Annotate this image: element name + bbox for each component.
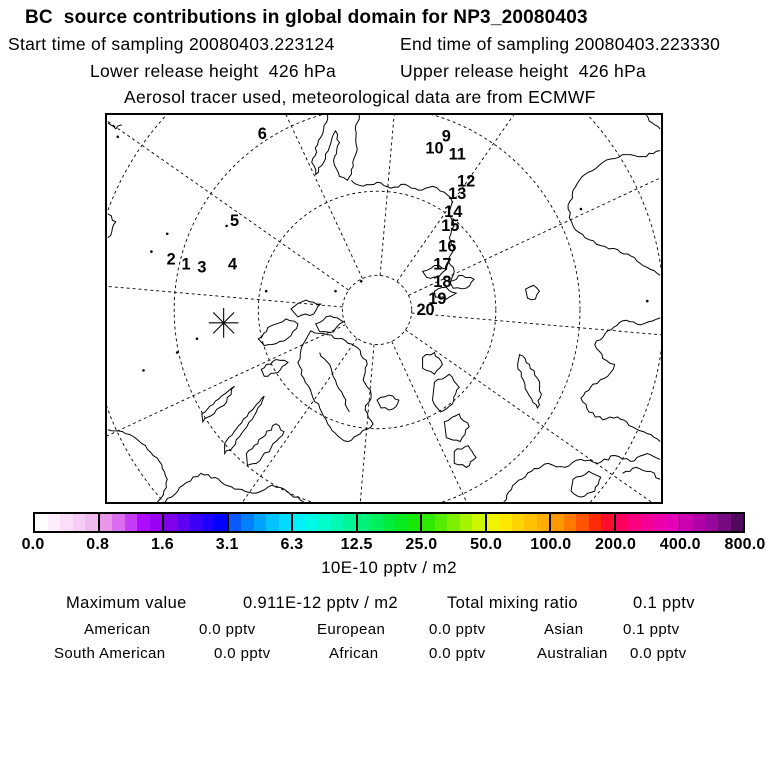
region-american-value: 0.0 pptv <box>199 621 256 638</box>
colorbar-tick-label: 6.3 <box>280 536 304 553</box>
coastline <box>518 355 542 408</box>
region-australian-label: Australian <box>537 645 608 662</box>
colorbar-cell <box>241 514 254 531</box>
colorbar-ticks <box>0 536 768 556</box>
coastline <box>444 414 469 442</box>
coastline <box>646 115 660 129</box>
region-asian-value: 0.1 pptv <box>623 621 680 638</box>
coastline <box>423 353 443 375</box>
colorbar-tick-label: 12.5 <box>340 536 373 553</box>
island-speck <box>360 280 363 283</box>
colorbar-segment <box>551 514 616 531</box>
graticule-meridian <box>336 344 374 502</box>
coastline <box>568 151 660 276</box>
region-african-value: 0.0 pptv <box>429 645 486 662</box>
trajectory-point-label: 4 <box>228 255 238 274</box>
colorbar-unit-label: 10E-10 pptv / m2 <box>321 558 457 577</box>
region-asian-label: Asian <box>544 621 584 638</box>
colorbar-cell <box>628 514 641 531</box>
colorbar-cell <box>150 514 163 531</box>
trajectory-point-label: 9 <box>441 127 451 146</box>
region-south-american-value: 0.0 pptv <box>214 645 271 662</box>
island-speck <box>116 135 119 138</box>
island-speck <box>176 351 179 354</box>
lower-release-text: Lower release height 426 hPa <box>90 61 337 81</box>
colorbar-cell <box>214 514 227 531</box>
coastline <box>320 353 350 412</box>
trajectory-point-label: 3 <box>197 258 207 277</box>
colorbar-cell <box>266 514 279 531</box>
colorbar-cell <box>331 514 344 531</box>
colorbar-segment <box>164 514 229 531</box>
colorbar-cell <box>383 514 396 531</box>
colorbar-cell <box>460 514 473 531</box>
trajectory-point-label: 12 <box>457 172 476 191</box>
coastline <box>449 275 474 288</box>
island-speck <box>265 290 268 293</box>
colorbar-cell <box>100 514 113 531</box>
graticule-meridian <box>380 115 418 275</box>
island-speck <box>646 300 649 303</box>
colorbar-cell <box>189 514 202 531</box>
colorbar-cell <box>524 514 537 531</box>
colorbar-segment <box>616 514 681 531</box>
colorbar-cell <box>447 514 460 531</box>
region-european-label: European <box>317 621 386 638</box>
colorbar-cell <box>254 514 267 531</box>
colorbar-cell <box>408 514 421 531</box>
trajectory-point-label: 20 <box>416 300 435 319</box>
trajectory-point-label: 15 <box>441 216 460 235</box>
trajectory-point-label: 17 <box>433 255 452 274</box>
coastline <box>108 430 167 502</box>
coastline <box>246 424 284 466</box>
end-time-text: End time of sampling 20080403.223330 <box>400 34 721 54</box>
colorbar-cell <box>35 514 48 531</box>
coastline <box>316 316 344 333</box>
colorbar-cell <box>125 514 138 531</box>
colorbar-tick-label: 1.6 <box>151 536 174 553</box>
trajectory-point-label: 2 <box>166 250 176 269</box>
graticule-parallel <box>107 115 661 502</box>
upper-release-text: Upper release height 426 hPa <box>400 61 647 81</box>
tracer-info-text: Aerosol tracer used, meteorological data are from ECMWF <box>124 87 596 107</box>
colorbar-cell <box>202 514 215 531</box>
colorbar-cell <box>318 514 331 531</box>
total-mixing-ratio-label: Total mixing ratio <box>447 594 578 612</box>
plot-title: BC source contributions in global domain for NP3_20080403 <box>25 7 588 28</box>
colorbar-tick-label: 400.0 <box>659 536 701 553</box>
trajectory-point-label: 6 <box>257 124 267 143</box>
trajectory-point-label: 1 <box>181 255 191 274</box>
colorbar-cell <box>616 514 629 531</box>
colorbar-segment <box>680 514 743 531</box>
colorbar-cell <box>537 514 550 531</box>
colorbar-cell <box>435 514 448 531</box>
trajectory-point-label: 14 <box>444 202 463 221</box>
trajectory-point-label: 16 <box>438 237 457 256</box>
max-value-value: 0.911E-12 pptv / m2 <box>243 594 398 612</box>
graticule-meridian <box>176 115 362 279</box>
colorbar-cell <box>499 514 512 531</box>
coastline <box>454 446 476 468</box>
colorbar-tick-label: 0.0 <box>21 536 45 553</box>
trajectory-point-label: 11 <box>448 145 466 164</box>
colorbar-cell <box>551 514 564 531</box>
island-speck <box>225 225 228 228</box>
colorbar-cell <box>85 514 98 531</box>
coastline <box>202 386 235 422</box>
island-speck <box>142 369 145 372</box>
colorbar-segment <box>422 514 487 531</box>
colorbar-tick-label: 800.0 <box>724 536 766 553</box>
coastline <box>108 214 116 238</box>
island-speck <box>150 250 153 253</box>
coastline <box>526 285 540 300</box>
colorbar-cell <box>422 514 435 531</box>
colorbar-segment <box>358 514 423 531</box>
colorbar-cell <box>370 514 383 531</box>
colorbar-cell <box>487 514 500 531</box>
colorbar-tick-label: 200.0 <box>595 536 637 553</box>
trajectory-point-label: 13 <box>448 185 467 204</box>
colorbar-cell <box>112 514 125 531</box>
region-australian-value: 0.0 pptv <box>630 645 687 662</box>
island-speck <box>166 232 169 235</box>
colorbar-cell <box>358 514 371 531</box>
coastline <box>225 396 265 453</box>
graticule-meridian <box>405 330 661 502</box>
colorbar-cell <box>137 514 150 531</box>
colorbar-tick-label: 3.1 <box>215 536 239 553</box>
colorbar-cell <box>693 514 706 531</box>
coastline <box>571 471 601 497</box>
colorbar-cell <box>564 514 577 531</box>
coastline <box>623 467 661 479</box>
trajectory-point-label: 10 <box>425 139 444 158</box>
colorbar-segment <box>35 514 100 531</box>
colorbar <box>33 512 745 533</box>
coastline <box>261 359 288 376</box>
colorbar-cell <box>589 514 602 531</box>
coastline <box>504 454 660 502</box>
trajectory-point-label: 19 <box>428 290 447 309</box>
colorbar-cell <box>279 514 292 531</box>
colorbar-cell <box>706 514 719 531</box>
coastline <box>581 318 660 442</box>
region-american-label: American <box>84 621 151 638</box>
coastline <box>298 331 373 442</box>
coastline <box>291 300 321 317</box>
graticule-meridian <box>392 341 578 502</box>
coastline <box>312 115 360 180</box>
graticule-meridian <box>412 313 661 351</box>
colorbar-cell <box>576 514 589 531</box>
graticule-parallel <box>342 275 411 344</box>
colorbar-cell <box>164 514 177 531</box>
colorbar-cell <box>229 514 242 531</box>
coastline <box>377 395 399 410</box>
colorbar-tick-label: 0.8 <box>86 536 110 553</box>
island-speck <box>196 337 199 340</box>
map-svg <box>107 115 661 502</box>
colorbar-segment <box>487 514 552 531</box>
coastline <box>258 319 298 346</box>
colorbar-cell <box>48 514 61 531</box>
colorbar-cell <box>653 514 666 531</box>
max-value-label: Maximum value <box>66 594 187 612</box>
colorbar-cell <box>731 514 744 531</box>
colorbar-cell <box>306 514 319 531</box>
map-panel <box>105 113 663 504</box>
colorbar-cell <box>680 514 693 531</box>
colorbar-cell <box>472 514 485 531</box>
colorbar-cell <box>512 514 525 531</box>
colorbar-cell <box>73 514 86 531</box>
colorbar-cell <box>293 514 306 531</box>
colorbar-cell <box>343 514 356 531</box>
colorbar-segment <box>293 514 358 531</box>
colorbar-cell <box>666 514 679 531</box>
colorbar-segment <box>229 514 294 531</box>
colorbar-cell <box>395 514 408 531</box>
trajectory-point-label: 5 <box>229 211 240 230</box>
coastline <box>165 473 304 502</box>
region-south-american-label: South American <box>54 645 166 662</box>
island-speck <box>334 290 337 293</box>
graticule-meridian <box>107 338 357 502</box>
colorbar-cell <box>60 514 73 531</box>
region-african-label: African <box>329 645 379 662</box>
trajectory-point-label: 18 <box>433 273 452 292</box>
colorbar-segment <box>100 514 165 531</box>
colorbar-tick-label: 100.0 <box>530 536 572 553</box>
colorbar-tick-label: 25.0 <box>405 536 438 553</box>
total-mixing-ratio-value: 0.1 pptv <box>633 594 695 612</box>
graticule-parallel <box>258 191 496 429</box>
colorbar-cell <box>718 514 731 531</box>
colorbar-tick-label: 50.0 <box>470 536 503 553</box>
island-speck <box>580 208 583 211</box>
colorbar-cell <box>177 514 190 531</box>
colorbar-cell <box>641 514 654 531</box>
colorbar-cell <box>601 514 614 531</box>
region-european-value: 0.0 pptv <box>429 621 486 638</box>
start-time-text: Start time of sampling 20080403.223124 <box>8 34 335 54</box>
